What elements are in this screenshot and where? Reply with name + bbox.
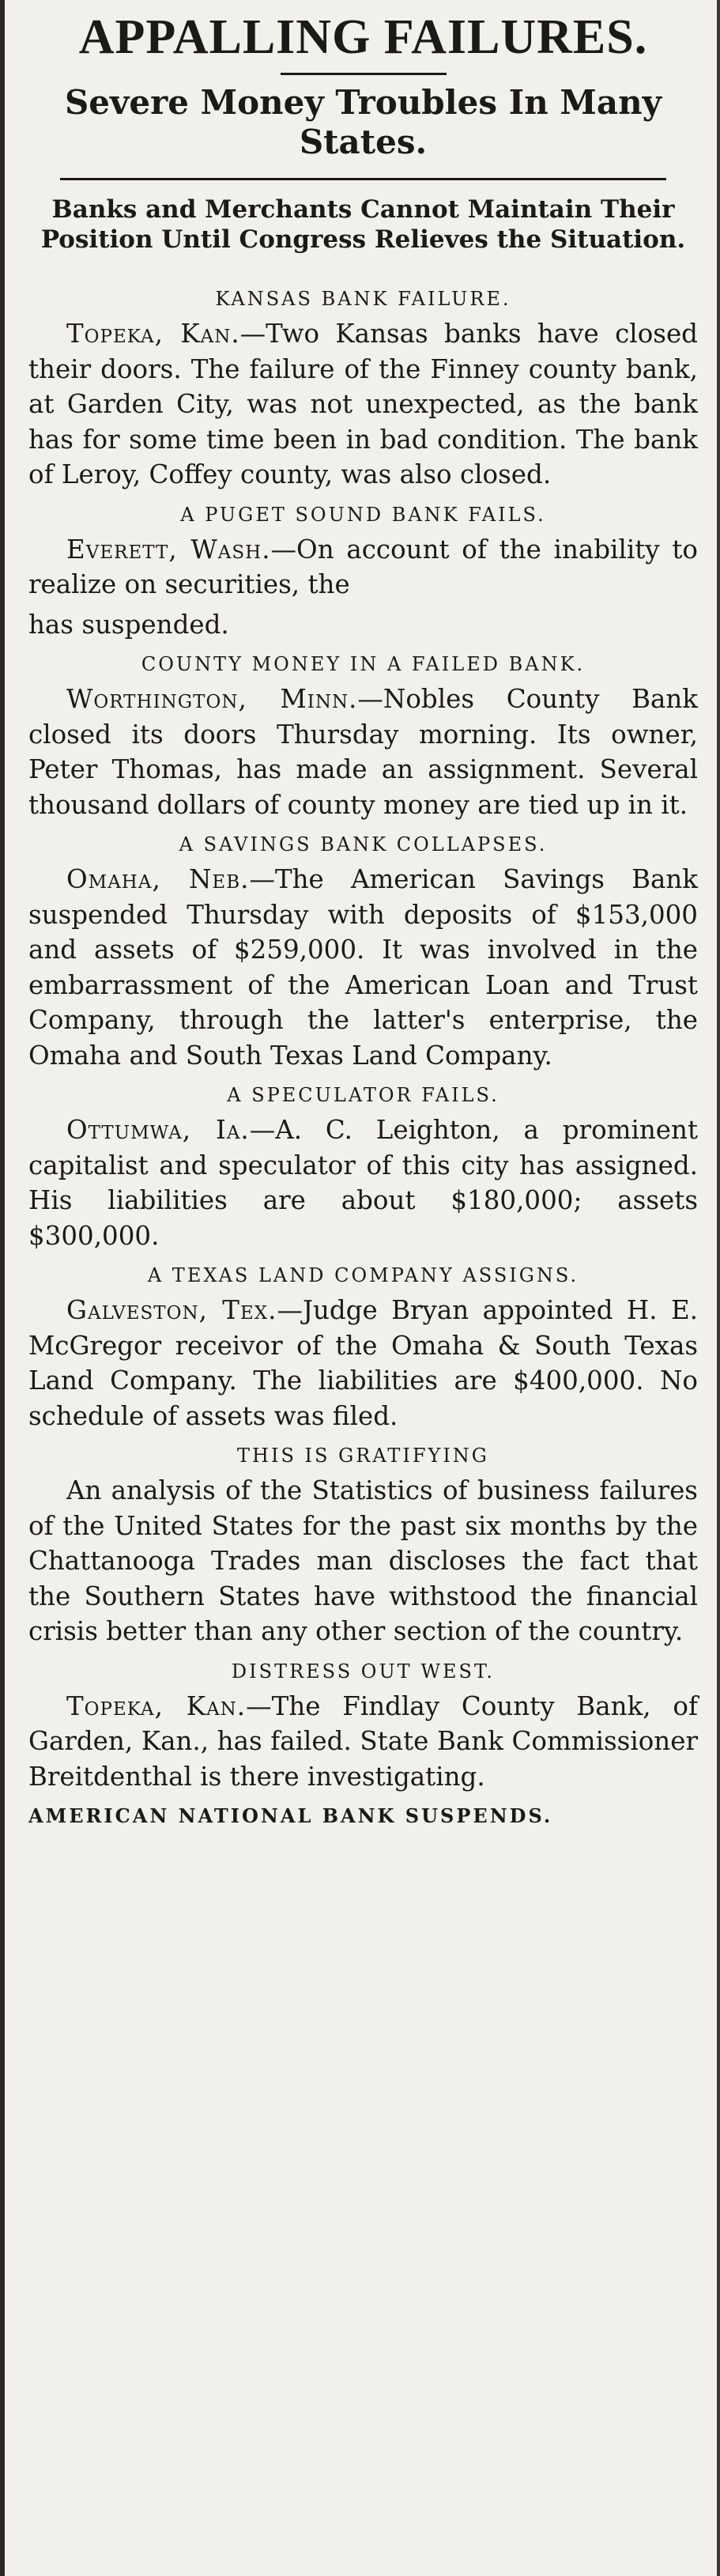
- section-puget-sound-bank: [28, 497, 698, 643]
- section-title: A SAVINGS BANK COLLAPSES.: [179, 833, 548, 856]
- dateline: Worthington, Minn.: [66, 684, 358, 714]
- body-text: —Judge Bryan appointed H. E. McGregor receivor of the Omaha & South Texas Land Company. The liabilities are $400,000. No schedule of assets was filed.: [28, 1295, 698, 1431]
- section-distress-out-west: [28, 1654, 698, 1795]
- section-speculator-fails: [28, 1078, 698, 1253]
- section-body: [28, 532, 698, 602]
- body-text: —The American Savings Bank suspended Thursday with deposits of $153,000 and assets of $259,000. It was involved in the embarrassment of the American Loan and Trust Company, through the latter's enterprise, the Omaha and South Texas Land Company.: [28, 864, 698, 1071]
- section-title: THIS IS GRATIFYING: [237, 1445, 489, 1467]
- section-title: COUNTY MONEY IN A FAILED BANK.: [141, 653, 586, 675]
- section-title: A SPECULATOR FAILS.: [227, 1084, 499, 1106]
- section-body: [28, 682, 698, 822]
- subheadline: Severe Money Troubles In Many States.: [64, 83, 662, 161]
- section-title: KANSAS BANK FAILURE.: [215, 288, 511, 310]
- dateline: Galveston, Tex.: [66, 1295, 277, 1325]
- section-county-money: [28, 647, 698, 822]
- section-savings-bank: [28, 827, 698, 1073]
- headline-rule: [281, 73, 447, 75]
- body-text: —Nobles County Bank closed its doors Thursday morning. Its owner, Peter Thomas, has made an assignment. Several thousand dollars of county money are tied up in it.: [28, 684, 698, 820]
- section-title: DISTRESS OUT WEST.: [231, 1660, 496, 1683]
- final-heading: AMERICAN NATIONAL BANK SUSPENDS.: [28, 1804, 553, 1827]
- body-text: —Two Kansas banks have closed their doors. The failure of the Finney county bank, at Garden City, was not unexpected, as the bank has for some time been in bad condition. The bank of Leroy, Coffey county, was also closed.: [28, 319, 698, 489]
- deck: Banks and Merchants Cannot Maintain Their Position Until Congress Relieves the Situation.: [40, 195, 686, 254]
- dateline: Topeka, Kan.: [66, 1690, 247, 1721]
- body-text: —A. C. Leighton, a prominent capitalist and speculator of this city has assigned. His liabilities are about $180,000; assets $300,000.: [28, 1115, 699, 1251]
- section-body: An analysis of the Statistics of business failures of the United States for the past six months by the Chattanooga Trades man discloses the fact that the Southern States have withstood the financial crisis better than any other section of the country.: [28, 1475, 698, 1646]
- section-texas-land-company: [28, 1258, 698, 1433]
- section-body: [28, 1689, 698, 1795]
- headline: APPALLING FAILURES.: [78, 10, 648, 64]
- section-body: [28, 1293, 698, 1433]
- section-continuation: has suspended.: [28, 609, 229, 640]
- dateline: Omaha, Neb.: [66, 864, 250, 894]
- section-kansas-bank-failure: [28, 281, 698, 493]
- dateline: Everett, Wash.: [66, 534, 271, 565]
- section-body: [28, 1112, 698, 1253]
- dateline: Topeka, Kan.: [66, 319, 240, 349]
- section-body: [28, 862, 698, 1073]
- section-title: A PUGET SOUND BANK FAILS.: [180, 503, 546, 526]
- body-text: —On account of the inability to realize on securities, the: [28, 534, 698, 599]
- section-body: [28, 316, 698, 493]
- deck-rule: [60, 178, 666, 180]
- section-title: A TEXAS LAND COMPANY ASSIGNS.: [147, 1264, 579, 1286]
- dateline: Ottumwa, Ia.: [66, 1115, 250, 1145]
- body-text: —The Findlay County Bank, of Garden, Kan., has failed. State Bank Commissioner Breitdenthal is there investigating.: [28, 1690, 698, 1792]
- section-gratifying: [28, 1438, 698, 1649]
